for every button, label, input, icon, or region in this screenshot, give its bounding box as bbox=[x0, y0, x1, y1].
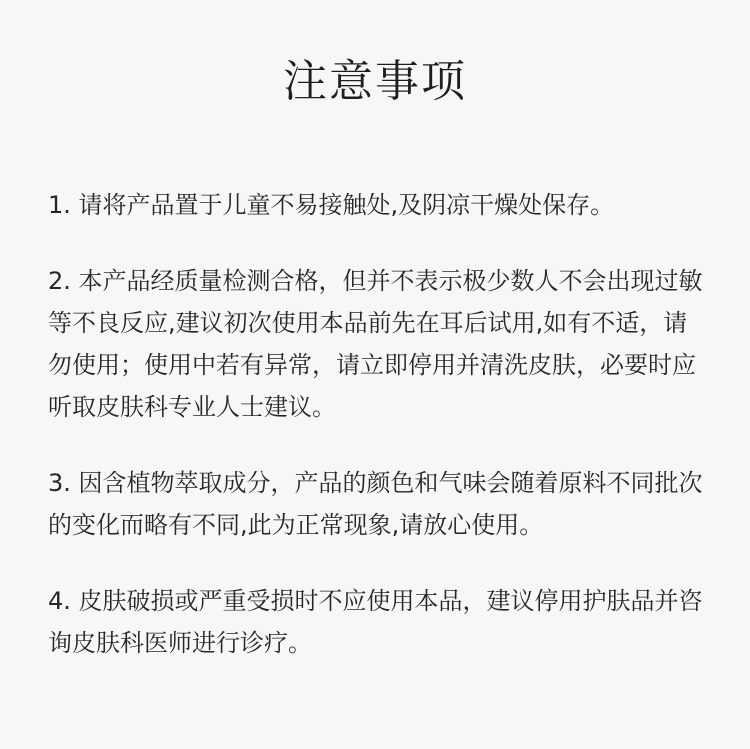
note-item-2: 2. 本产品经质量检测合格，但并不表示极少数人不会出现过敏等不良反应,建议初次使用本品前先在耳后试用,如有不适，请勿使用；使用中若有异常，请立即停用并清洗皮肤，必要时应听取皮肤科专业人士建议。 bbox=[48, 267, 703, 421]
note-item-3: 3. 因含植物萃取成分，产品的颜色和气味会随着原料不同批次的变化而略有不同,此为正常现象,请放心使用。 bbox=[48, 469, 703, 539]
notes-list bbox=[48, 160, 710, 688]
page-title: 注意事项 bbox=[283, 56, 467, 107]
note-item-1: 1. 请将产品置于儿童不易接触处,及阴凉干燥处保存。 bbox=[48, 191, 615, 219]
note-item-4: 4. 皮肤破损或严重受损时不应使用本品，建议停用护肤品并咨询皮肤科医师进行诊疗。 bbox=[48, 587, 703, 657]
